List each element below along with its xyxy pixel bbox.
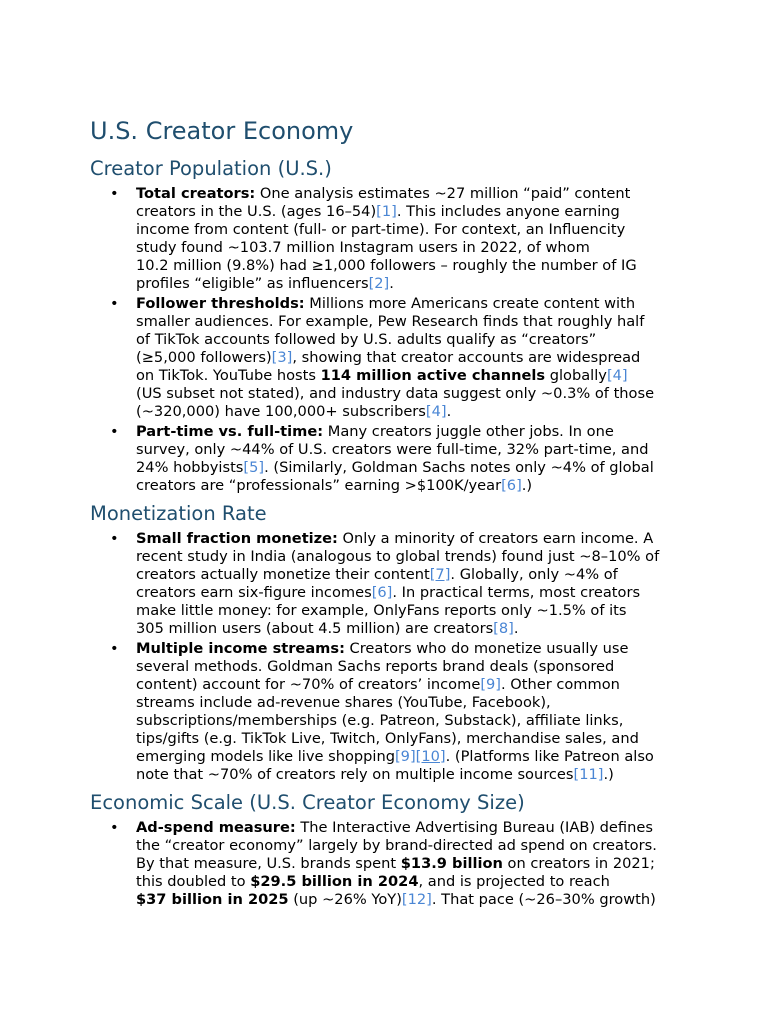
text-run: Only a minority of creators earn income. A [337, 530, 654, 547]
bold-term: 114 million active channels [320, 367, 546, 384]
text-line [136, 873, 682, 891]
bold-term: Follower thresholds: [136, 295, 305, 312]
citation-link[interactable]: [5] [243, 459, 265, 476]
text-line [136, 295, 682, 313]
text-run: this doubled to [136, 873, 251, 890]
text-line [136, 837, 682, 855]
text-run: . [513, 620, 519, 637]
text-run: recent study in India (analogous to global trends) found just ~8–10% of [136, 548, 660, 565]
text-run: . Globally, only ~4% of [450, 566, 618, 583]
bullet-item [90, 530, 682, 638]
text-run: emerging models like live shopping [136, 748, 395, 765]
text-line [136, 441, 682, 459]
text-run: (US subset not stated), and industry data suggest only ~0.3% of those [136, 385, 655, 402]
text-run: 305 million users (about 4.5 million) are creators [136, 620, 494, 637]
text-run: content) account for ~70% of creators’ income [136, 676, 481, 693]
text-run: creators in the U.S. (ages 16–54) [136, 203, 377, 220]
citation-link[interactable]: [3] [271, 349, 293, 366]
text-line [136, 819, 682, 837]
text-run: Millions more Americans create content with [304, 295, 636, 312]
citation-link[interactable]: [9] [480, 676, 501, 693]
text-run: By that measure, U.S. brands spent [136, 855, 401, 872]
text-run: (≥5,000 followers) [136, 349, 272, 366]
text-run: survey, only ~44% of U.S. creators were full-time, 32% part-time, and [136, 441, 649, 458]
text-line [136, 275, 682, 293]
text-run: One analysis estimates ~27 million “paid” content [255, 185, 631, 202]
text-line [136, 602, 682, 620]
text-run: . [446, 403, 452, 420]
text-line [136, 477, 682, 495]
text-run: smaller audiences. For example, Pew Research finds that roughly half [136, 313, 645, 330]
text-run: tips/gifts (e.g. TikTok Live, Twitch, OnlyFans), merchandise sales, and [136, 730, 639, 747]
text-line [136, 185, 682, 203]
text-line [136, 385, 682, 403]
text-line [136, 459, 682, 477]
text-line [136, 423, 682, 441]
text-line [136, 367, 682, 385]
text-line [136, 548, 682, 566]
bullet-item [90, 295, 682, 421]
citation-link[interactable]: [6] [501, 477, 522, 494]
citation-link[interactable]: [1] [376, 203, 397, 220]
text-run: , and is projected to reach [418, 873, 610, 890]
citation-link[interactable]: [9] [394, 748, 416, 765]
text-run: income from content (full- or part-time). For context, an Influencity [136, 221, 626, 238]
bold-term: Ad-spend measure: [136, 819, 296, 836]
text-line [136, 640, 682, 658]
section-heading: Monetization Rate [90, 502, 267, 525]
text-run: .) [603, 766, 614, 783]
text-run: several methods. Goldman Sachs reports brand deals (sponsored [136, 658, 615, 675]
text-run: 10.2 million (9.8%) had ≥1,000 followers – roughly the number of IG [136, 257, 637, 274]
bold-term: Multiple income streams: [136, 640, 345, 657]
text-run: . In practical terms, most creators [392, 584, 641, 601]
text-run: globally [545, 367, 607, 384]
citation-link[interactable]: [2] [368, 275, 390, 292]
bold-term: Part-time vs. full-time: [136, 423, 324, 440]
text-run: .) [521, 477, 533, 494]
text-line [136, 257, 682, 275]
text-line [136, 349, 682, 367]
bullet-list [90, 819, 768, 909]
text-run: creators earn six-figure incomes [136, 584, 372, 601]
text-run: subscriptions/memberships (e.g. Patreon, Substack), affiliate links, [136, 712, 624, 729]
bullet-item [90, 819, 682, 909]
citation-link[interactable]: [4] [606, 367, 628, 384]
text-line [136, 766, 682, 784]
text-line [136, 620, 682, 638]
document-body [90, 156, 768, 909]
text-run: study found ~103.7 million Instagram users in 2022, of whom [136, 239, 590, 256]
text-run: on TikTok. YouTube hosts [136, 367, 321, 384]
text-line [136, 331, 682, 349]
bullet-item [90, 640, 682, 784]
bold-term: Small fraction monetize: [136, 530, 338, 547]
text-line [136, 221, 682, 239]
text-line [136, 658, 682, 676]
text-run: 24% hobbyists [136, 459, 244, 476]
text-run: of TikTok accounts followed by U.S. adults qualify as “creators” [136, 331, 597, 348]
bold-term: $13.9 billion [400, 855, 503, 872]
text-line [136, 239, 682, 257]
bullet-list [90, 185, 768, 495]
citation-link[interactable]: [7] [429, 566, 451, 583]
text-run: Creators who do monetize usually use [344, 640, 629, 657]
text-line [136, 566, 682, 584]
bold-term: $29.5 billion in 2024 [250, 873, 419, 890]
text-line [136, 676, 682, 694]
citation-link[interactable]: [10] [415, 748, 446, 765]
text-line [136, 748, 682, 766]
text-run: note that ~70% of creators rely on multiple income sources [136, 766, 574, 783]
text-run: streams include ad-revenue shares (YouTube, Facebook), [136, 694, 551, 711]
text-run: creators actually monetize their content [136, 566, 430, 583]
text-run: . (Similarly, Goldman Sachs notes only ~4% of global [264, 459, 654, 476]
text-run: creators are “professionals” earning >$100K/year [136, 477, 502, 494]
text-line [136, 730, 682, 748]
bullet-list [90, 530, 768, 784]
section-heading: Creator Population (U.S.) [90, 157, 332, 180]
text-line [136, 530, 682, 548]
text-run: the “creator economy” largely by brand-directed ad spend on creators. [136, 837, 657, 854]
section-heading: Economic Scale (U.S. Creator Economy Size) [90, 791, 525, 814]
text-run: . This includes anyone earning [396, 203, 620, 220]
text-run: . (Platforms like Patreon also [445, 748, 654, 765]
citation-link[interactable]: [12] [401, 891, 432, 908]
text-line [136, 694, 682, 712]
citation-link[interactable]: [8] [493, 620, 514, 637]
text-line [136, 712, 682, 730]
text-run: profiles “eligible” as influencers [136, 275, 369, 292]
text-run: make little money: for example, OnlyFans reports only ~1.5% of its [136, 602, 627, 619]
text-line [136, 203, 682, 221]
text-line [136, 403, 682, 421]
text-run: The Interactive Advertising Bureau (IAB) defines [295, 819, 653, 836]
citation-link[interactable]: [6] [371, 584, 393, 601]
bullet-item [90, 185, 682, 293]
text-line [136, 313, 682, 331]
text-run: . That pace (~26–30% growth) [431, 891, 656, 908]
text-run: , showing that creator accounts are widespread [292, 349, 641, 366]
text-run: Many creators juggle other jobs. In one [323, 423, 614, 440]
text-run: . Other common [501, 676, 620, 693]
document-title: U.S. Creator Economy [90, 117, 354, 145]
bold-term: $37 billion in 2025 [136, 891, 289, 908]
citation-link[interactable]: [11] [573, 766, 604, 783]
text-run: on creators in 2021; [502, 855, 655, 872]
text-run: . [389, 275, 394, 292]
text-run: (up ~26% YoY) [288, 891, 402, 908]
citation-link[interactable]: [4] [425, 403, 447, 420]
bullet-item [90, 423, 682, 495]
text-line [136, 855, 682, 873]
text-run: (~320,000) have 100,000+ subscribers [136, 403, 426, 420]
bold-term: Total creators: [136, 185, 256, 202]
text-line [136, 891, 682, 909]
text-line [136, 584, 682, 602]
